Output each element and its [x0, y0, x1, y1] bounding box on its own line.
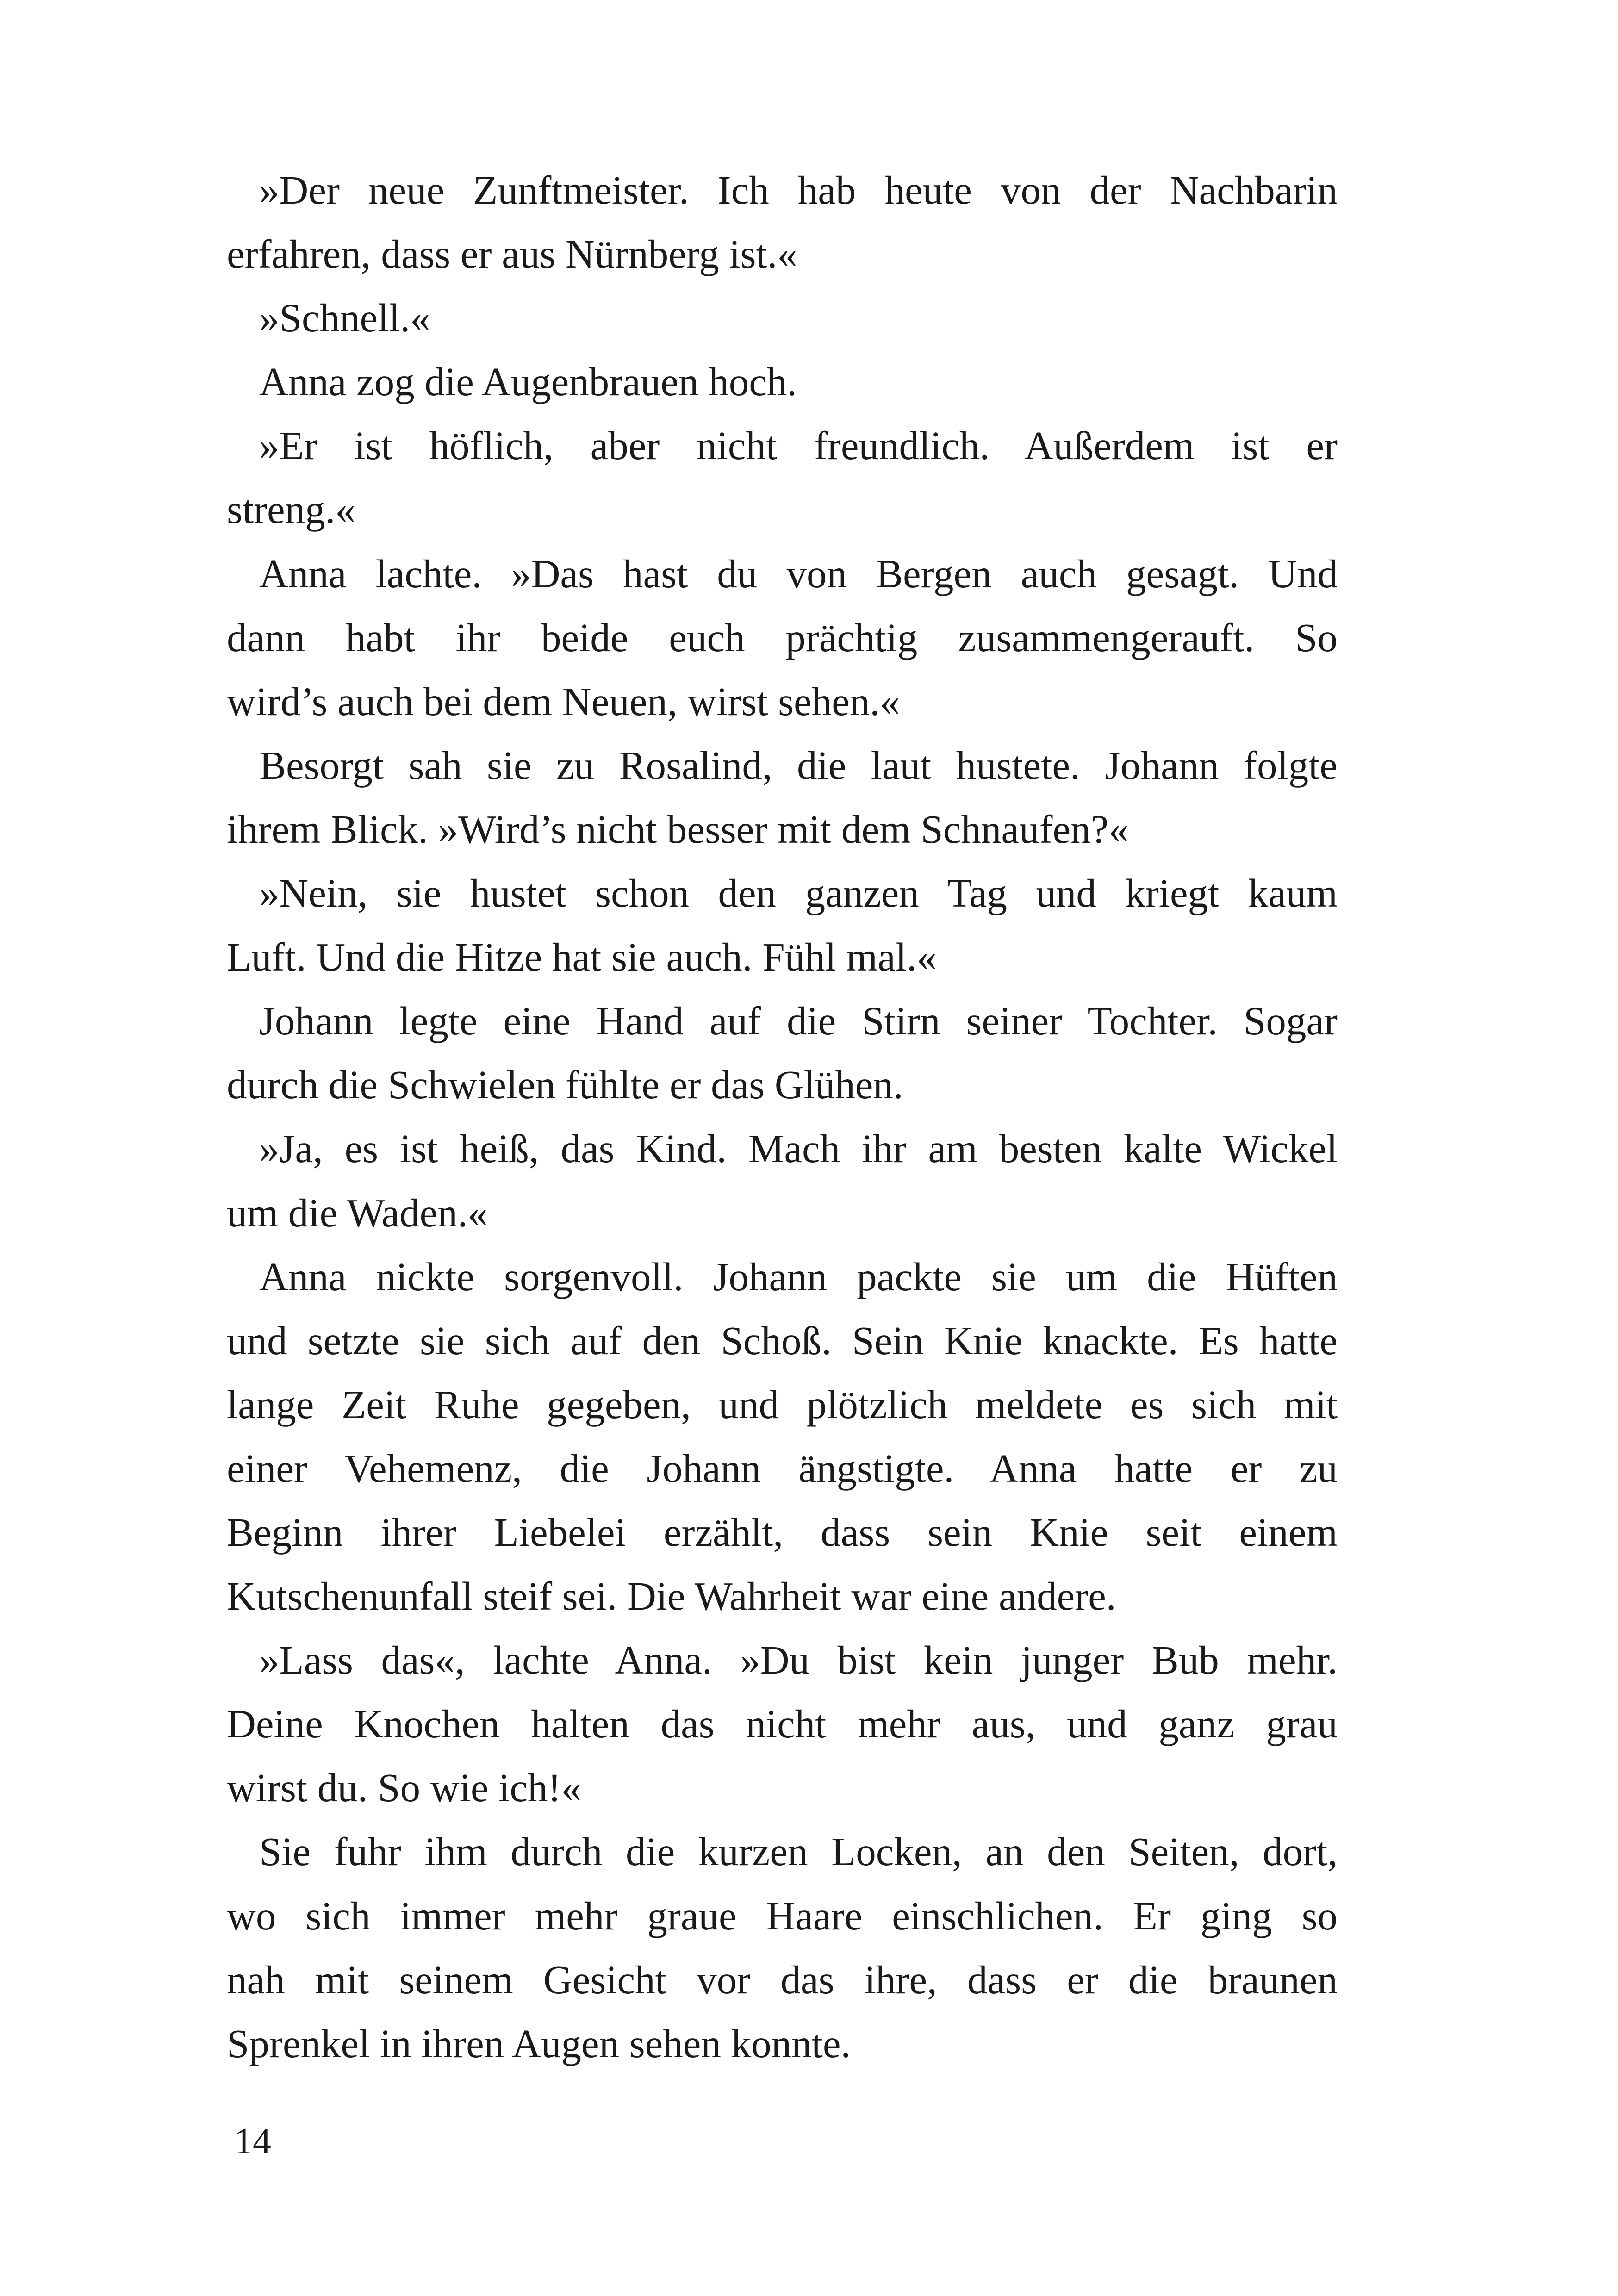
text-line: wird’s auch bei dem Neuen, wirst sehen.«	[227, 678, 900, 724]
text-line: Sie fuhr ihm durch die kurzen Locken, an den Seiten, dort,	[259, 1829, 1338, 1874]
text-line: dann habt ihr beide euch prächtig zusammengerauft. So	[227, 615, 1338, 660]
text-line: »Schnell.«	[259, 295, 430, 341]
text-line: streng.«	[227, 487, 355, 532]
text-line: »Lass das«, lachte Anna. »Du bist kein junger Bub mehr.	[259, 1637, 1338, 1683]
text-line: lange Zeit Ruhe gegeben, und plötzlich meldete es sich mit	[227, 1381, 1338, 1427]
page-number: 14	[234, 2121, 271, 2162]
paragraph	[227, 286, 1338, 350]
text-line: »Nein, sie hustet schon den ganzen Tag und kriegt kaum	[259, 871, 1338, 916]
paragraph	[227, 734, 1338, 861]
paragraph	[227, 1245, 1338, 1629]
text-line: Anna lachte. »Das hast du von Bergen auch gesagt. Und	[259, 551, 1338, 596]
text-line: wirst du. So wie ich!«	[227, 1765, 582, 1811]
body-text	[227, 158, 1338, 2076]
text-line: Besorgt sah sie zu Rosalind, die laut hustete. Johann folgte	[259, 742, 1338, 788]
text-line: »Ja, es ist heiß, das Kind. Mach ihr am besten kalte Wickel	[259, 1126, 1338, 1171]
paragraph	[227, 350, 1338, 414]
paragraph	[227, 414, 1338, 541]
paragraph	[227, 1820, 1338, 2075]
text-line: einer Vehemenz, die Johann ängstigte. Anna hatte er zu	[227, 1445, 1338, 1491]
text-line: nah mit seinem Gesicht vor das ihre, dass er die braunen	[227, 1957, 1338, 2002]
text-line: und setzte sie sich auf den Schoß. Sein Knie knackte. Es hatte	[227, 1318, 1338, 1363]
paragraph	[227, 861, 1338, 989]
paragraph	[227, 542, 1338, 734]
text-line: ihrem Blick. »Wird’s nicht besser mit dem Schnaufen?«	[227, 806, 1129, 852]
text-line: Anna zog die Augenbrauen hoch.	[259, 359, 797, 404]
paragraph	[227, 158, 1338, 286]
text-line: Luft. Und die Hitze hat sie auch. Fühl mal.«	[227, 934, 937, 980]
text-line: Anna nickte sorgenvoll. Johann packte sie um die Hüften	[259, 1254, 1338, 1299]
text-line: erfahren, dass er aus Nürnberg ist.«	[227, 231, 797, 277]
text-line: Kutschenunfall steif sei. Die Wahrheit war eine andere.	[227, 1574, 1116, 1619]
text-line: »Er ist höflich, aber nicht freundlich. Außerdem ist er	[259, 423, 1338, 468]
text-line: »Der neue Zunftmeister. Ich hab heute von der Nachbarin	[259, 168, 1338, 212]
text-line: durch die Schwielen fühlte er das Glühen.	[227, 1062, 903, 1108]
text-line: Johann legte eine Hand auf die Stirn seiner Tochter. Sogar	[259, 998, 1338, 1044]
text-line: um die Waden.«	[227, 1190, 488, 1235]
text-line: Deine Knochen halten das nicht mehr aus, und ganz grau	[227, 1701, 1338, 1747]
text-line: wo sich immer mehr graue Haare einschlichen. Er ging so	[227, 1893, 1338, 1938]
paragraph	[227, 1628, 1338, 1820]
text-line: Beginn ihrer Liebelei erzählt, dass sein Knie seit einem	[227, 1509, 1338, 1555]
paragraph	[227, 989, 1338, 1117]
paragraph	[227, 1117, 1338, 1244]
text-line: Sprenkel in ihren Augen sehen konnte.	[227, 2021, 851, 2066]
